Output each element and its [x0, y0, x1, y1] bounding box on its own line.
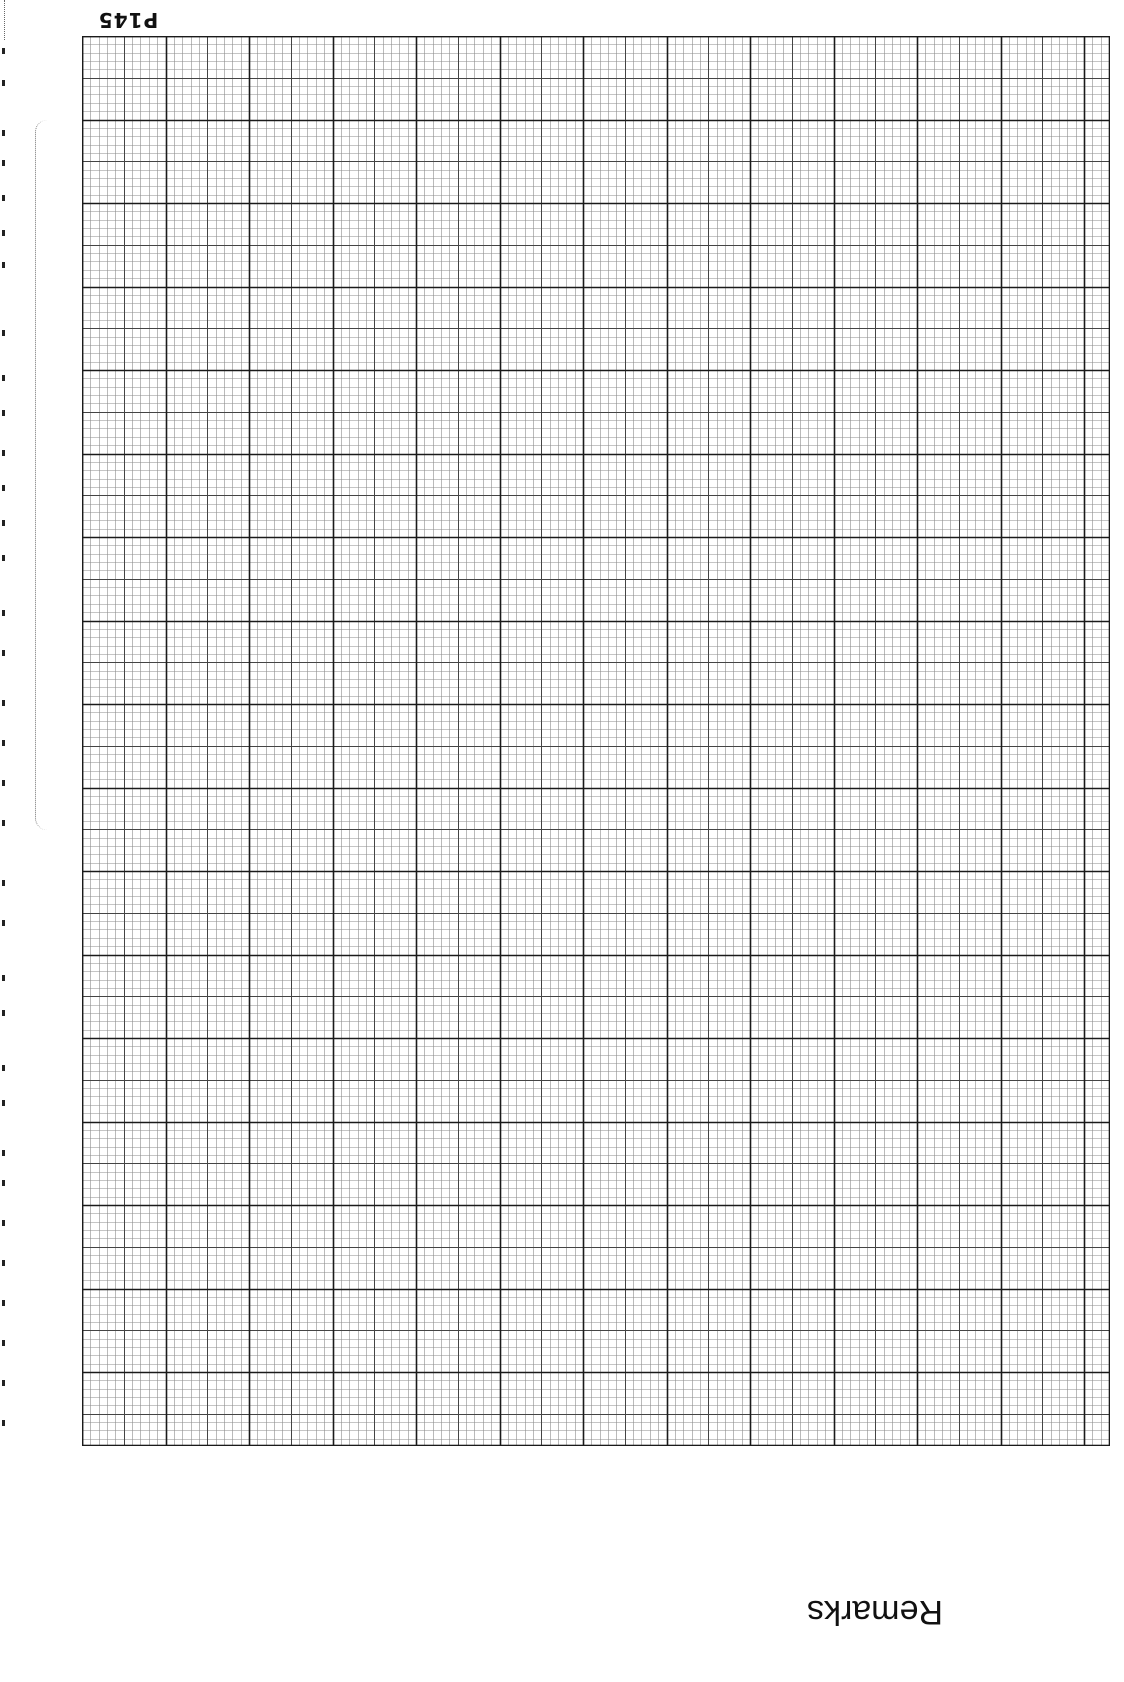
margin-tick [2, 1420, 5, 1426]
margin-tick [2, 1010, 5, 1016]
margin-tick [2, 700, 5, 706]
margin-tick [2, 195, 5, 201]
margin-tick [2, 520, 5, 526]
margin-tick [2, 610, 5, 616]
margin-tick [2, 1260, 5, 1266]
margin-tick [2, 650, 5, 656]
remarks-label: Remarks [806, 1593, 944, 1631]
margin-tick [2, 1220, 5, 1226]
margin-tick [2, 262, 5, 268]
margin-tick [2, 555, 5, 561]
margin-tick [2, 740, 5, 746]
margin-tick [2, 780, 5, 786]
grid-background [82, 36, 1110, 1446]
margin-tick [2, 1380, 5, 1386]
margin-tick [2, 48, 5, 54]
page-code: P145 [97, 8, 159, 32]
margin-tick [2, 160, 5, 166]
fold-mark [35, 120, 48, 830]
margin-tick [2, 485, 5, 491]
margin-tick [2, 230, 5, 236]
margin-tick [2, 820, 5, 826]
graph-paper-grid [82, 36, 1110, 1446]
margin-tick [2, 1340, 5, 1346]
margin-tick [2, 1180, 5, 1186]
margin-tick [2, 880, 5, 886]
margin-tick [2, 330, 5, 336]
margin-tick [2, 975, 5, 981]
margin-tick [2, 1150, 5, 1156]
margin-tick [2, 920, 5, 926]
margin-tick [2, 1100, 5, 1106]
margin-tick [2, 80, 5, 86]
margin-tick [2, 375, 5, 381]
margin-tick [2, 450, 5, 456]
margin-tick [2, 130, 5, 136]
margin-tick [2, 1300, 5, 1306]
binding-margin [0, 0, 14, 1682]
margin-tick [2, 1065, 5, 1071]
margin-tick [2, 410, 5, 416]
